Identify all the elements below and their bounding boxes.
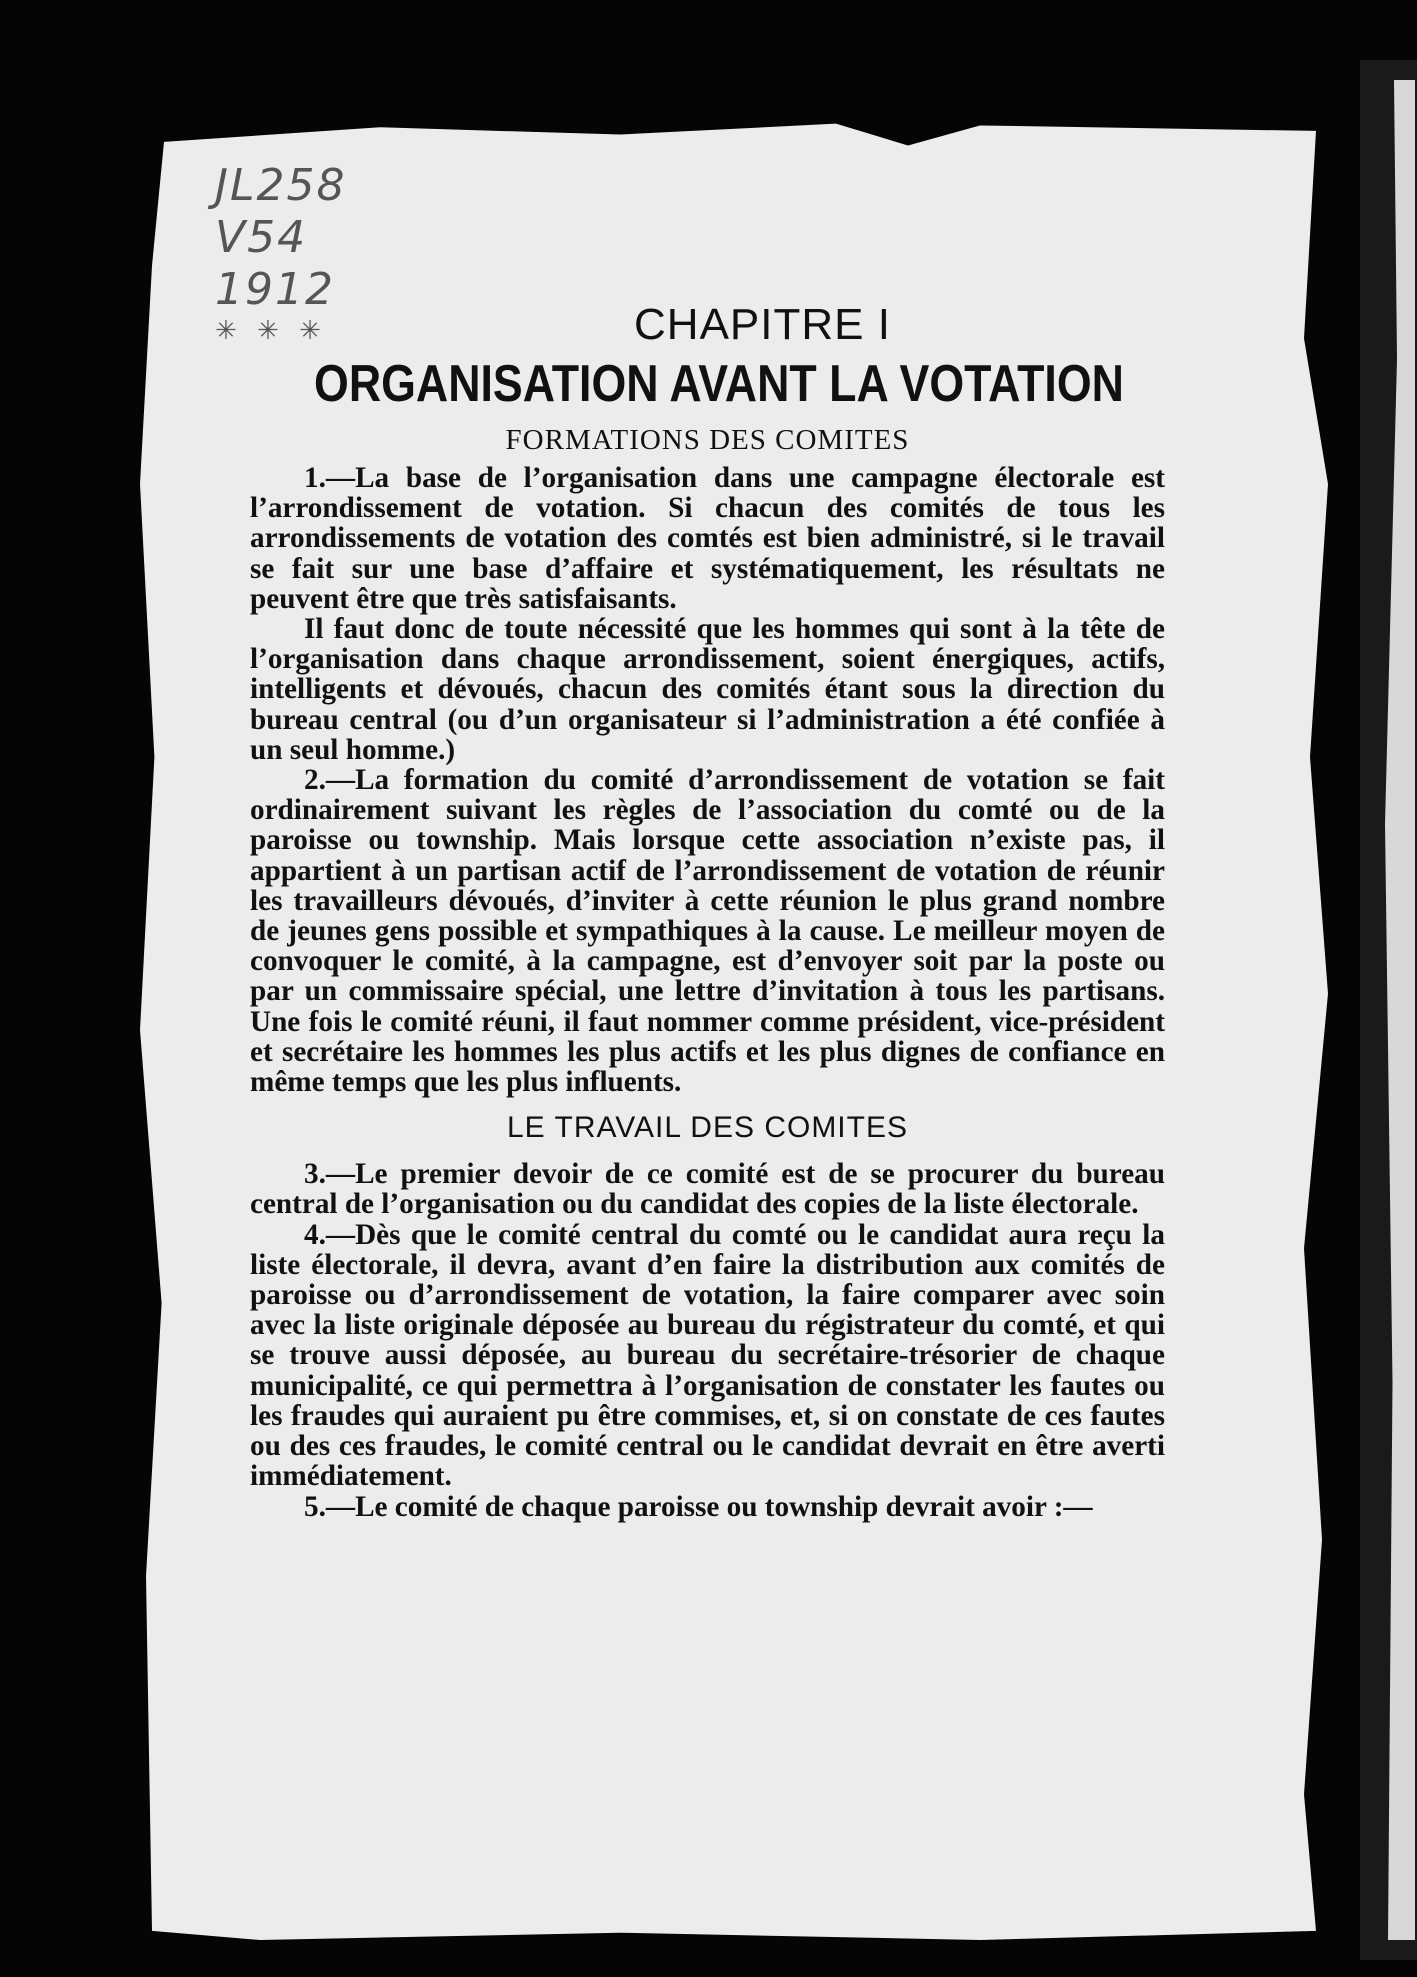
paragraph: 4.—Dès que le comité central du comté ou le candidat aura reçu la liste électorale, il devra, avant d’en faire la distribution aux comités de paroisse ou d’arrondissement de votation, la faire comparer avec soin avec la liste originale déposée au bureau du régistrateur du comté, et qui se trouve aussi déposée, au bureau du secrétaire-trésorier de chaque municipalité, ce qui permettra à l’organisation de constater les fautes ou les fraudes qui auraient pu être commises, et, si on constate de ces fautes ou des ces fraudes, le comité central ou le candidat devrait en être averti immédiatement. [250, 1218, 1165, 1493]
paragraph: 2.—La formation du comité d’arrondissement de votation se fait ordinairement suivant les règles de l’association du comté ou de la paroisse ou township. Mais lorsque cette association n’existe pas, il appartient à un partisan actif de l’arrondissement de votation de réunir les travailleurs dévoués, d’inviter à cette réunion le plus grand nombre de jeunes gens possible et sympathiques à la cause. Le meilleur moyen de convoquer le comité, à la campagne, est d’envoyer soit par la poste ou par un commissaire spécial, une lettre d’invitation à tous les partisans. Une fois le comité réuni, il faut nommer comme président, vice-président et secrétaire les hommes les plus actifs et les plus dignes de confiance en même temps que les plus influents. [250, 764, 1165, 1099]
document-body [250, 300, 1165, 1522]
paragraph: 3.—Le premier devoir de ce comité est de se procurer du bureau central de l’organisation ou du candidat des copies de la liste électorale. [250, 1158, 1165, 1221]
call-number-line: 1912 [215, 264, 335, 315]
document-title: ORGANISATION AVANT LA VOTATION [314, 355, 1124, 413]
call-number-line: V54 [215, 212, 308, 263]
chapter-heading: CHAPITRE I [634, 300, 891, 349]
section-heading: LE TRAVAIL DES COMITES [507, 1111, 908, 1145]
section-heading: FORMATIONS DES COMITES [505, 424, 910, 456]
paragraph: 1.—La base de l’organisation dans une campagne électorale est l’arrondissement de votation. Si chacun des comités de tous les arrondissements de votation des comtés est bien administré, si le travail se fait sur une base d’affaire et systématiquement, les résultats ne peuvent être que très satisfaisants. [250, 462, 1165, 615]
paragraph: 5.—Le comité de chaque paroisse ou township devrait avoir :— [304, 1490, 1093, 1523]
call-number-line: JL258 [215, 160, 347, 211]
paragraph: Il faut donc de toute nécessité que les hommes qui sont à la tête de l’organisation dans chaque arrondissement, soient énergiques, actifs, intelligents et dévoués, chacun des comités étant sous la direction du bureau central (ou d’un organisateur si l’administration a été confiée à un seul homme.) [250, 613, 1165, 766]
call-number-marks: ✳ ✳ ✳ [215, 316, 327, 346]
